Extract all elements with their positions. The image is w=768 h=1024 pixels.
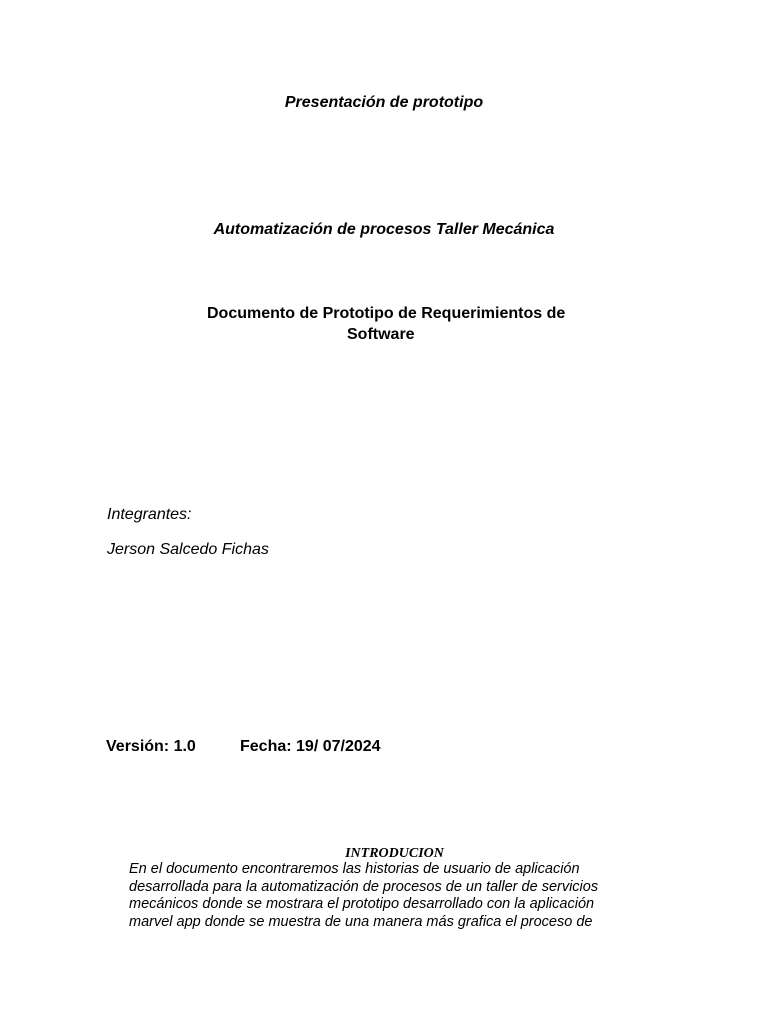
document-title-line-2: [347, 325, 415, 345]
document-date: Fecha: 19/ 07/2024: [240, 738, 381, 755]
member-name: Jerson Salcedo Fichas: [107, 541, 269, 558]
introduction-heading: INTRODUCION: [345, 846, 444, 861]
introduction-line: marvel app donde se muestra de una manera más grafica el proceso de: [129, 913, 593, 930]
project-title: Automatización de procesos Taller Mecánica: [213, 221, 555, 238]
introduction-line: desarrollada para la automatización de procesos de un taller de servicios: [129, 878, 599, 895]
document-title-line-1: Documento de Prototipo de Requerimientos de: [207, 305, 566, 322]
introduction-body: [129, 861, 649, 931]
introduction-line: mecánicos donde se mostrara el prototipo desarrollado con la aplicación: [129, 896, 595, 912]
introduction-line: En el documento encontraremos las historias de usuario de aplicación: [129, 861, 580, 877]
document-title-line-2-text: Software: [347, 326, 415, 343]
main-title: Presentación de prototipo: [284, 94, 484, 111]
members-label: Integrantes:: [107, 506, 192, 523]
version-number: Versión: 1.0: [106, 738, 196, 755]
